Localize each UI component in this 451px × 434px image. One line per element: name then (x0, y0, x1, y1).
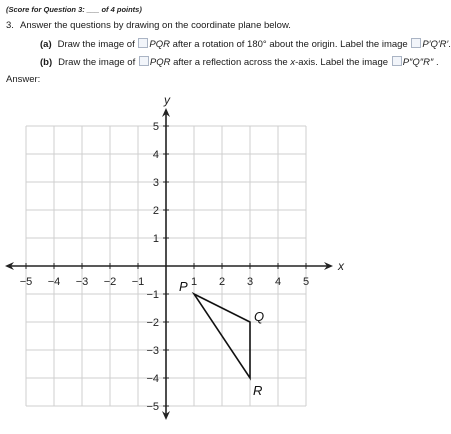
x-tick-label: −3 (75, 276, 89, 288)
part-b-shape: PQR (149, 57, 171, 68)
part-a-label: (a) (40, 39, 52, 50)
part-a-text-after: . (448, 39, 451, 50)
y-tick-label: −2 (146, 317, 159, 329)
y-tick-label: 2 (152, 205, 159, 217)
part-b-image-name: P″Q″R″ (402, 57, 434, 68)
part-a-shape: PQR (149, 39, 170, 50)
y-tick-label: −5 (146, 401, 159, 413)
y-tick-label: −4 (146, 373, 159, 385)
y-tick-label: 5 (152, 121, 159, 133)
x-tick-label: 1 (190, 276, 198, 288)
y-tick-label: 4 (152, 149, 159, 161)
part-a-text-middle: after a rotation of 180° about the origin. Label the image (169, 39, 411, 50)
part-b-text-middle2: -axis. Label the image (295, 57, 391, 68)
x-tick-label: 5 (302, 276, 310, 288)
x-tick-label: −5 (19, 276, 33, 288)
vertex-label-p: P (179, 279, 188, 294)
y-axis-label: y (164, 93, 170, 107)
answer-label: Answer: (6, 74, 41, 85)
x-tick-label: 2 (218, 276, 226, 288)
part-b-text-middle: after a reflection across the (170, 57, 291, 68)
x-tick-label: −4 (47, 276, 61, 288)
y-tick-label: 3 (152, 177, 159, 189)
x-tick-label: −2 (103, 276, 117, 288)
question-number: 3. (6, 20, 14, 31)
part-a-text-before: Draw the image of (57, 39, 138, 50)
x-tick-label: −1 (131, 276, 145, 288)
x-tick-label: 4 (274, 276, 282, 288)
part-a-image-name: P′Q′R′ (422, 39, 449, 50)
x-axis-label: x (338, 259, 344, 273)
part-b-label: (b) (40, 57, 53, 68)
score-line: (Score for Question 3: ___ of 4 points) (6, 5, 142, 14)
part-b-text-before: Draw the image of (58, 57, 138, 68)
y-tick-label: −1 (146, 289, 159, 301)
y-tick-label: −3 (146, 345, 159, 357)
x-tick-label: 3 (246, 276, 254, 288)
vertex-label-r: R (253, 383, 263, 398)
part-b-axis-name: x (290, 57, 296, 68)
question-text: Answer the questions by drawing on the coordinate plane below. (20, 20, 291, 31)
vertex-label-q: Q (254, 309, 265, 324)
part-b-text-after: . (433, 57, 439, 68)
y-tick-label: 1 (152, 233, 159, 245)
